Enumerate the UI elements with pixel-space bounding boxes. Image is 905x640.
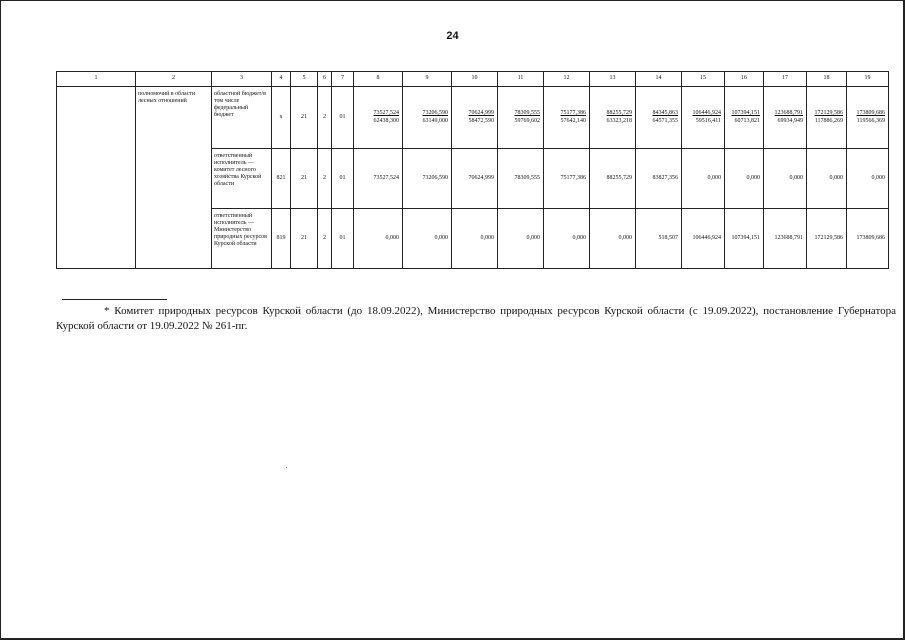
value-cell: 83827,356 [636, 149, 682, 209]
federal-value: 63323,218 [606, 117, 632, 124]
value-cell: 0,000 [354, 209, 403, 269]
total-value: 88255,729 [606, 110, 632, 117]
value-cell [498, 87, 544, 149]
code-cell: 01 [332, 209, 354, 269]
code-cell: 2 [318, 149, 332, 209]
column-header: 3 [212, 72, 272, 87]
column-header: 15 [682, 72, 725, 87]
column-header: 12 [544, 72, 590, 87]
code-cell: х [272, 87, 291, 149]
total-value: 106446,924 [692, 110, 721, 117]
federal-value: 119566,369 [856, 117, 885, 124]
value-cell: 107394,151 [725, 209, 764, 269]
value-cell [354, 87, 403, 149]
value-cell [590, 87, 636, 149]
column-header: 13 [590, 72, 636, 87]
funding-source-cell: ответственный исполнитель — Министерство природных ресурсов Курской области [212, 209, 272, 269]
federal-value: 59516,411 [695, 117, 721, 124]
federal-value: 63149,000 [422, 117, 448, 124]
code-cell: 2 [318, 87, 332, 149]
activity-cell: полномочий в области лесных отношений [136, 87, 212, 269]
value-cell: 0,000 [682, 149, 725, 209]
federal-value: 69934,949 [777, 117, 803, 124]
federal-value: 64571,355 [652, 117, 678, 124]
value-cell: 518,507 [636, 209, 682, 269]
column-header: 9 [403, 72, 452, 87]
column-header: 16 [725, 72, 764, 87]
scan-speck [286, 467, 287, 468]
value-cell: 78309,555 [498, 149, 544, 209]
code-cell: 01 [332, 149, 354, 209]
code-cell: 819 [272, 209, 291, 269]
value-cell: 123688,791 [764, 209, 807, 269]
column-header: 11 [498, 72, 544, 87]
value-cell: 0,000 [452, 209, 498, 269]
column-header: 6 [318, 72, 332, 87]
code-cell: 21 [291, 149, 318, 209]
total-value: 78309,555 [514, 110, 540, 117]
code-cell: 21 [291, 209, 318, 269]
column-header: 8 [354, 72, 403, 87]
program-cell [57, 87, 136, 269]
total-value: 73206,590 [422, 110, 448, 117]
value-cell: 88255,729 [590, 149, 636, 209]
value-cell [636, 87, 682, 149]
total-value: 173809,686 [856, 110, 885, 117]
column-header: 17 [764, 72, 807, 87]
budget-table [56, 71, 889, 269]
value-cell: 0,000 [764, 149, 807, 209]
value-cell: 73206,590 [403, 149, 452, 209]
column-header: 18 [807, 72, 847, 87]
value-cell: 0,000 [498, 209, 544, 269]
page-border-left [0, 0, 1, 640]
value-cell: 73527,524 [354, 149, 403, 209]
funding-source-cell: областной бюджет/в том числе федеральный бюджет [212, 87, 272, 149]
value-cell [452, 87, 498, 149]
column-header: 14 [636, 72, 682, 87]
federal-value: 57642,140 [560, 117, 586, 124]
code-cell: 2 [318, 209, 332, 269]
value-cell: 0,000 [725, 149, 764, 209]
column-header: 19 [847, 72, 889, 87]
total-value: 84345,863 [652, 110, 678, 117]
code-cell: 01 [332, 87, 354, 149]
column-header: 5 [291, 72, 318, 87]
value-cell [764, 87, 807, 149]
page-border-top [0, 0, 905, 1]
value-cell: 0,000 [590, 209, 636, 269]
column-header: 7 [332, 72, 354, 87]
funding-source-cell: ответственный исполнитель — комитет лесного хозяйства Курской области [212, 149, 272, 209]
value-cell: 0,000 [403, 209, 452, 269]
column-header: 4 [272, 72, 291, 87]
total-value: 123688,791 [774, 110, 803, 117]
footnote: * Комитет природных ресурсов Курской области (до 18.09.2022), Министерство природных ресурсов Курской области (с 19.09.2022), постановление Губернатора Курской области от 19.09.2022 № 261-пг. [56, 305, 896, 333]
column-header: 10 [452, 72, 498, 87]
federal-value: 59769,602 [514, 117, 540, 124]
value-cell: 0,000 [544, 209, 590, 269]
value-cell: 106446,924 [682, 209, 725, 269]
total-value: 107394,151 [731, 110, 760, 117]
value-cell: 173809,686 [847, 209, 889, 269]
page-number: 24 [446, 30, 459, 42]
code-cell: 21 [291, 87, 318, 149]
column-header: 2 [136, 72, 212, 87]
column-header: 1 [57, 72, 136, 87]
total-value: 172129,586 [814, 110, 843, 117]
value-cell [682, 87, 725, 149]
value-cell [807, 87, 847, 149]
federal-value: 62438,300 [373, 117, 399, 124]
table-row [57, 87, 889, 149]
federal-value: 60713,821 [734, 117, 760, 124]
header-row [57, 72, 889, 87]
value-cell: 0,000 [847, 149, 889, 209]
total-value: 70624,999 [468, 110, 494, 117]
value-cell: 75177,386 [544, 149, 590, 209]
total-value: 73527,524 [373, 110, 399, 117]
value-cell: 172129,586 [807, 209, 847, 269]
federal-value: 117886,269 [814, 117, 843, 124]
total-value: 75177,386 [560, 110, 586, 117]
value-cell [847, 87, 889, 149]
value-cell: 0,000 [807, 149, 847, 209]
federal-value: 58472,590 [468, 117, 494, 124]
value-cell [403, 87, 452, 149]
value-cell: 70624,999 [452, 149, 498, 209]
code-cell: 821 [272, 149, 291, 209]
value-cell [544, 87, 590, 149]
value-cell [725, 87, 764, 149]
footnote-separator [62, 299, 167, 300]
